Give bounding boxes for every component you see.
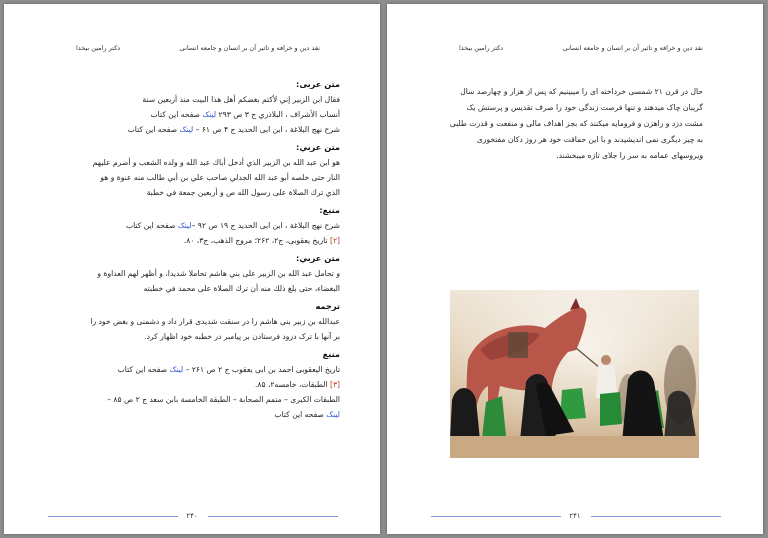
page-body xyxy=(40,74,340,422)
section-heading: متن عربي: xyxy=(296,253,340,263)
text-line xyxy=(40,170,340,185)
paragraph-line: مشت دزد و راهزن و فرومایه میکنند که بجز اهداف مالی و منفعت و قدرت طلبی xyxy=(449,119,703,128)
page-footer xyxy=(4,512,380,522)
line-text: الطبقات الكبرى – متمم الصحابة – الطبقة الخامسة بابن سعد ج ۲ ص ۸۵ – xyxy=(107,395,340,404)
line-text: أنساب الأشراف ، البلاذري ج ۳ ص ۲۹۳ xyxy=(216,110,340,119)
text-line xyxy=(40,107,340,122)
paragraph-line: گریبان چاک میدهند و تنها فرصت زندگی خود را صرف تقدیس و پرستش یک xyxy=(466,103,703,112)
paragraph-line: ویروسهای عمامه به سر را جلای تازه میبخشند. xyxy=(556,151,703,160)
content-block xyxy=(40,298,340,344)
book-link[interactable]: لینک xyxy=(326,410,340,419)
line-text: هو ابن عبد الله بن الزبير الذي أدخل أباك عبد الله و ولده الشعب و أضرم عليهم xyxy=(92,158,340,167)
text-line xyxy=(40,233,340,248)
text-line xyxy=(40,329,340,344)
page-right xyxy=(387,4,763,534)
line-text-after: صفحه این کتاب xyxy=(274,410,327,419)
page-paragraph xyxy=(439,84,703,164)
page-header xyxy=(387,44,763,58)
text-line xyxy=(40,314,340,329)
content-block xyxy=(40,250,340,296)
line-text-after: صفحه این کتاب xyxy=(125,221,178,230)
section-heading: منبع xyxy=(322,349,340,359)
line-text: الطبقات، خامسه۲، ۸۵. xyxy=(254,380,330,389)
footer-rule-right xyxy=(208,516,338,517)
section-heading: متن عربي: xyxy=(296,142,340,152)
line-text-after: صفحه این کتاب xyxy=(150,110,203,119)
line-text: شرح نهج البلاغة ، ابن ابی الحدید ج ۱۹ ص ۹۲ – xyxy=(191,221,340,230)
section-heading: ترجمه xyxy=(315,301,340,311)
line-text: شرح نهج البلاغة ، ابن ابی الحدید ج ۴ ص ۶۱ – xyxy=(193,125,340,134)
book-link[interactable]: لینک xyxy=(179,125,194,134)
line-text: النار حتى خلصه أبو عبد الله الجدلي صاحب علي بن أبي طالب منه عنوة و هو xyxy=(100,173,340,182)
ritual-photo xyxy=(450,290,699,458)
footnote-ref[interactable]: [۲] xyxy=(329,236,340,245)
text-line xyxy=(40,122,340,137)
content-block xyxy=(40,76,340,107)
line-text: و تحامل عبد الله بن الزبير على بني هاشم تحاملا شديدا، و أظهر لهم العداوة و xyxy=(97,269,340,278)
text-line xyxy=(40,92,340,107)
text-line xyxy=(40,218,340,233)
book-title: نقد دین و خرافه و تاثیر آن بر انسان و جامعه انسانی xyxy=(179,44,320,52)
author-name: دکتر رامین بیخدا xyxy=(76,44,121,52)
paragraph-line: به چیز دیگری نمی اندیشیدند و با این حماقت خود هر روز دکان مفتخوری xyxy=(476,135,703,144)
content-block xyxy=(40,202,340,248)
book-link[interactable]: لینک xyxy=(202,110,217,119)
text-line xyxy=(40,266,340,281)
page-footer xyxy=(387,512,763,522)
ritual-photo-illustration xyxy=(450,290,699,458)
text-line xyxy=(40,155,340,170)
text-line xyxy=(40,362,340,377)
book-title: نقد دین و خرافه و تاثیر آن بر انسان و جامعه انسانی xyxy=(562,44,703,52)
page-left xyxy=(4,4,380,534)
book-link[interactable]: لینک xyxy=(177,221,192,230)
line-text: الذي ترك الصلاة على رسول الله ص و أربعين جمعة في خطبة xyxy=(146,188,340,197)
line-text: تاریخ یعقوبی، ج۲، ۲۶۲؛ مروج الذهب، ج۳، ۸۰. xyxy=(183,236,330,245)
text-line xyxy=(40,377,340,392)
line-text: فقال ابن الزبير إني لأكتم بغضكم أهل هذا البيت منذ أربعين سنة xyxy=(142,95,340,104)
page-header xyxy=(4,44,380,58)
line-text: البغضاء، حتى بلغ ذلك منه أن ترك الصلاة على محمد في خطبته xyxy=(143,284,340,293)
text-line xyxy=(40,281,340,296)
section-heading: منبع: xyxy=(319,205,340,215)
footer-rule-left xyxy=(431,516,561,517)
text-line xyxy=(40,185,340,200)
line-text: عبدالله بن زبیر بنی هاشم را در سنقت شدیدی قرار داد و دشمنی و بغض خود را xyxy=(90,317,340,326)
page-number: ۲۴۰ xyxy=(186,512,198,520)
content-block xyxy=(40,139,340,200)
text-line xyxy=(40,392,340,407)
line-text-after: صفحه این کتاب xyxy=(127,125,180,134)
page-number: ۲۴۱ xyxy=(569,512,581,520)
text-line xyxy=(40,407,340,422)
book-link[interactable]: لینک xyxy=(169,365,184,374)
line-text: تاریخ الیعقوبی احمد بن ابی یعقوب ج ۲ ص ۲۶۱ – xyxy=(183,365,340,374)
content-block xyxy=(40,346,340,422)
footnote-ref[interactable]: [۳] xyxy=(329,380,340,389)
paragraph-line: حال در قرن ۲۱ شمسی خرداخته ای را میبینیم که پس از هزار و چهارصد سال xyxy=(460,87,703,96)
line-text-after: صفحه این کتاب xyxy=(117,365,170,374)
content-block xyxy=(40,107,340,137)
footer-rule-right xyxy=(591,516,721,517)
line-text: بر آنها با ترک درود فرستادن بر پیامبر در خطبه خود اظهار کرد. xyxy=(144,332,340,341)
author-name: دکتر رامین بیخدا xyxy=(459,44,504,52)
section-heading: متن عربی: xyxy=(296,79,340,89)
footer-rule-left xyxy=(48,516,178,517)
